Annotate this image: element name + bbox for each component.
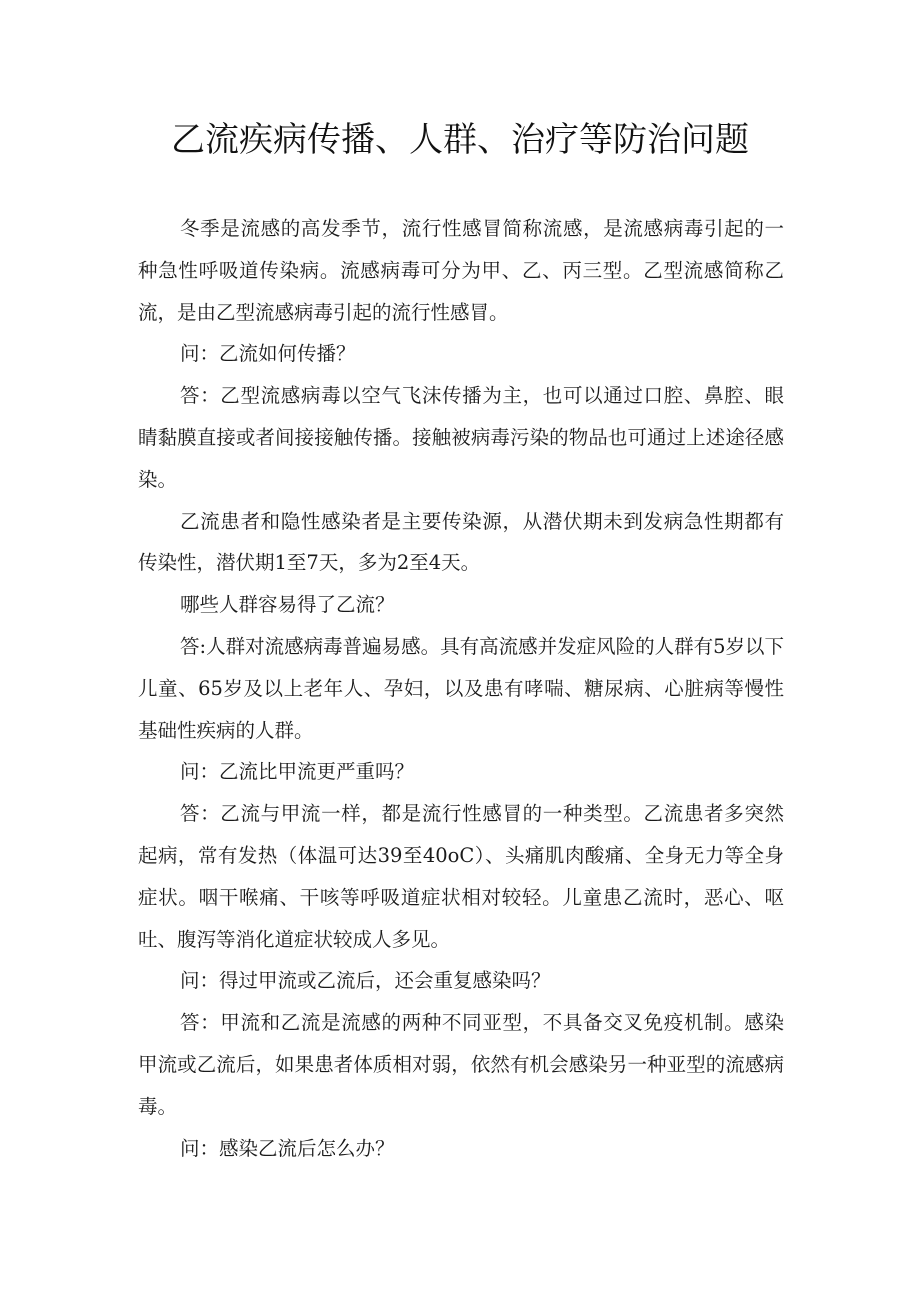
paragraph-infection-source: 乙流患者和隐性感染者是主要传染源，从潜伏期未到发病急性期都有传染性，潜伏期1至7天，多为2至4天。 [138, 509, 784, 575]
question-susceptible-groups: 哪些人群容易得了乙流？ [180, 593, 395, 617]
question-after-infection: 问：感染乙流后怎么办？ [180, 1136, 395, 1160]
answer-transmission: 答：乙型流感病毒以空气飞沫传播为主，也可以通过口腔、鼻腔、眼睛黏膜直接或者间接接触传播。接触被病毒污染的物品也可通过上述途径感染。 [138, 384, 784, 491]
document-body [138, 208, 784, 1169]
question-transmission: 问：乙流如何传播？ [180, 342, 356, 366]
answer-severity: 答：乙流与甲流一样，都是流行性感冒的一种类型。乙流患者多突然起病，常有发热（体温可达39至40oC）、头痛肌肉酸痛、全身无力等全身症状。咽干喉痛、干咳等呼吸道症状相对较轻。儿童患乙流时，恶心、呕吐、腹泻等消化道症状较成人多见。 [138, 802, 784, 951]
question-reinfection: 问：得过甲流或乙流后，还会重复感染吗？ [180, 969, 551, 993]
paragraph-intro: 冬季是流感的高发季节，流行性感冒简称流感，是流感病毒引起的一种急性呼吸道传染病。流感病毒可分为甲、乙、丙三型。乙型流感简称乙流，是由乙型流感病毒引起的流行性感冒。 [138, 217, 784, 324]
question-severity: 问：乙流比甲流更严重吗？ [180, 760, 415, 784]
document-title: 乙流疾病传播、人群、治疗等防治问题 [171, 120, 749, 160]
answer-susceptible-groups: 答:人群对流感病毒普遍易感。具有高流感并发症风险的人群有5岁以下儿童、65岁及以上老年人、孕妇，以及患有哮喘、糖尿病、心脏病等慢性基础性疾病的人群。 [138, 634, 784, 742]
answer-reinfection: 答：甲流和乙流是流感的两种不同亚型，不具备交叉免疫机制。感染甲流或乙流后，如果患者体质相对弱，依然有机会感染另一种亚型的流感病毒。 [138, 1011, 784, 1118]
